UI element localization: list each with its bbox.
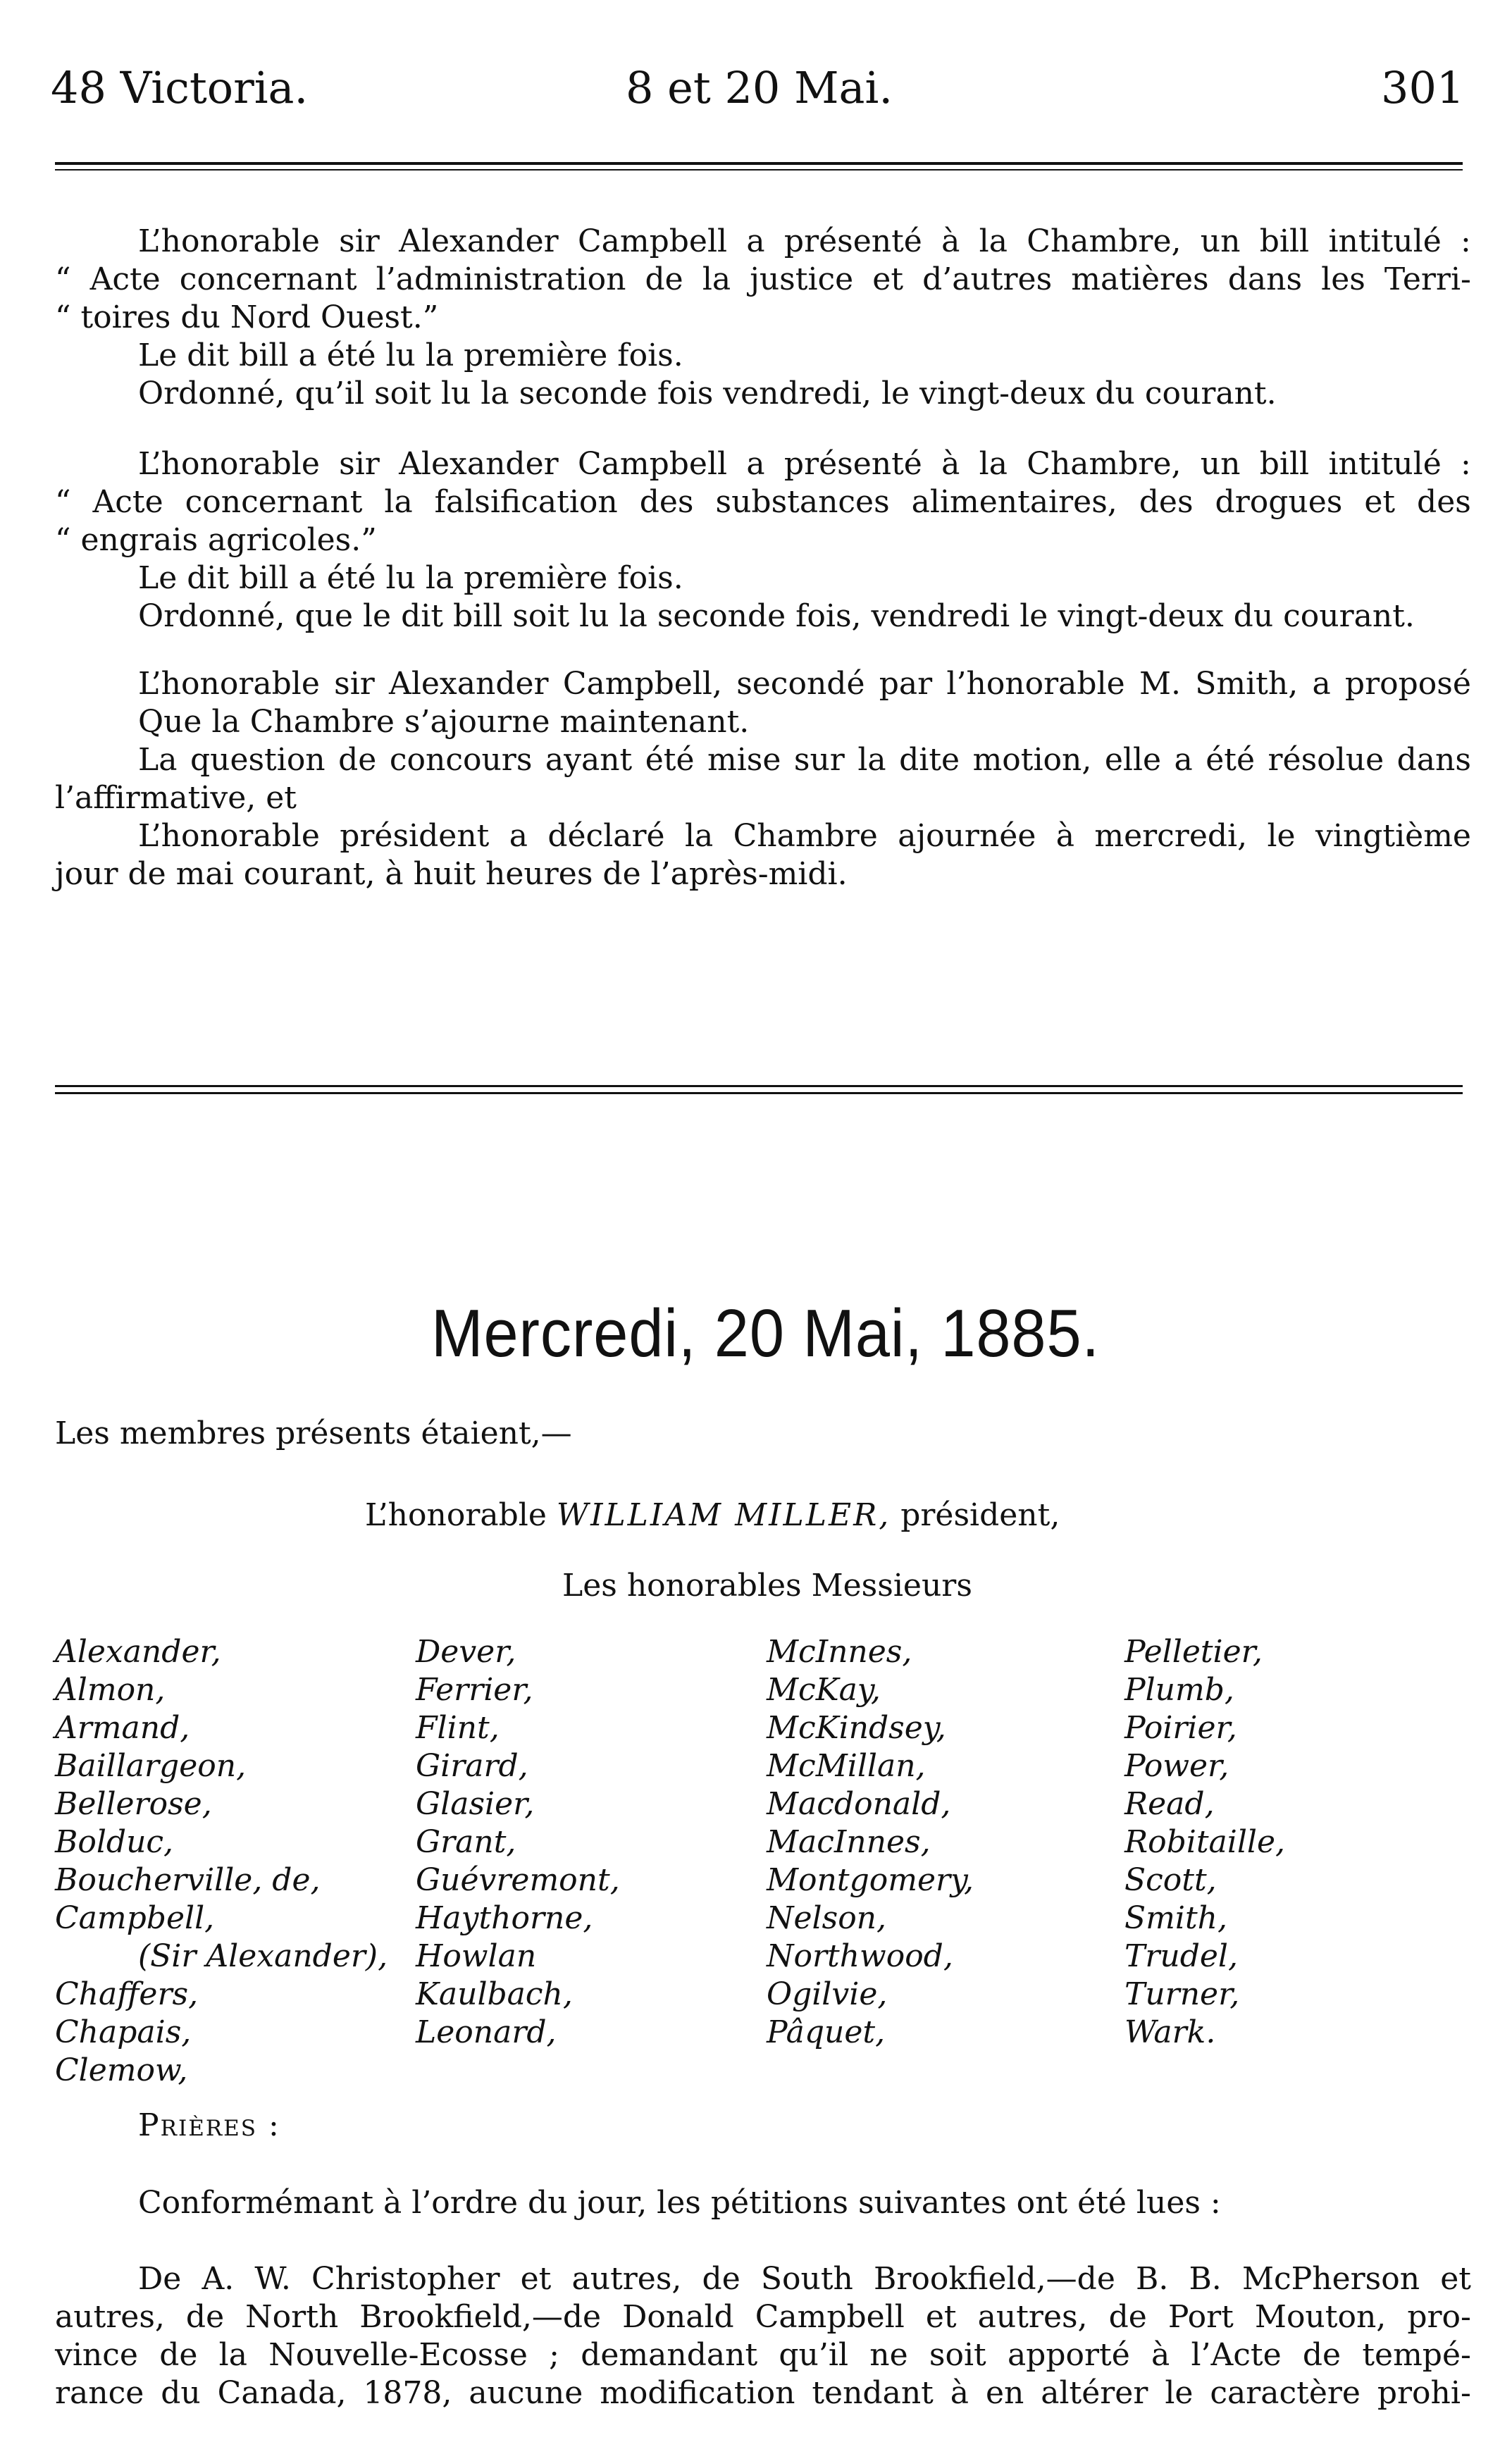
text-line: autres, de North Brookfield,—de Donald Campbell et autres, de Port Mouton, pro- — [55, 2299, 1471, 2335]
text-line: L’honorable sir Alexander Campbell a présenté à la Chambre, un bill intitulé : — [138, 446, 1471, 482]
text-line: l’affirmative, et — [55, 780, 297, 816]
members-column-4 — [1124, 1633, 1420, 2052]
member-name: Poirier, — [1124, 1710, 1237, 1746]
text-line: Ordonné, que le dit bill soit lu la seconde fois, vendredi le vingt-deux du courant. — [138, 598, 1415, 634]
member-name: Alexander, — [55, 1634, 221, 1670]
sitting-date-title: Mercredi, 20 Mai, 1885. — [431, 1296, 1100, 1371]
member-name: Scott, — [1124, 1862, 1217, 1898]
member-name: Baillargeon, — [55, 1748, 247, 1784]
member-name: Guévremont, — [416, 1862, 620, 1898]
honorables-heading: Les honorables Messieurs — [562, 1568, 972, 1604]
header-rule-thick — [55, 162, 1463, 165]
member-name: Bellerose, — [55, 1786, 212, 1822]
member-name: McMillan, — [767, 1748, 926, 1784]
member-name: McKindsey, — [767, 1710, 946, 1746]
text-line: L’honorable sir Alexander Campbell, secondé par l’honorable M. Smith, a proposé — [138, 666, 1471, 702]
member-name: Plumb, — [1124, 1672, 1234, 1708]
member-name: Ferrier, — [416, 1672, 533, 1708]
member-name: Haythorne, — [416, 1900, 593, 1936]
text-line: “ Acte concernant la falsification des substances alimentaires, des drogues et des — [55, 484, 1471, 520]
section-divider-bottom — [55, 1092, 1463, 1094]
section-divider-top — [55, 1085, 1463, 1087]
member-name: Girard, — [416, 1748, 528, 1784]
member-name: Flint, — [416, 1710, 500, 1746]
member-name: (Sir Alexander), — [138, 1938, 388, 1974]
text-line: rance du Canada, 1878, aucune modification tendant à en altérer le caractère prohi- — [55, 2375, 1471, 2411]
member-name: Glasier, — [416, 1786, 535, 1822]
member-name: Boucherville, de, — [55, 1862, 321, 1898]
member-name: Trudel, — [1124, 1938, 1238, 1974]
member-name: Pelletier, — [1124, 1634, 1263, 1670]
speaker-name: WILLIAM MILLER, — [556, 1497, 891, 1533]
text-line: “ engrais agricoles.” — [55, 522, 377, 558]
prayers-heading: Prières : — [138, 2107, 280, 2143]
member-name: MacInnes, — [767, 1824, 931, 1860]
member-name: Read, — [1124, 1786, 1215, 1822]
member-name: Almon, — [55, 1672, 166, 1708]
member-name: Northwood, — [767, 1938, 953, 1974]
member-name: Leonard, — [416, 2014, 557, 2050]
header-rule-thin — [55, 169, 1463, 171]
member-name: Wark. — [1124, 2014, 1216, 2050]
member-name: Armand, — [55, 1710, 190, 1746]
speaker-line — [365, 1496, 1060, 1535]
text-line: vince de la Nouvelle-Ecosse ; demandant qu’il ne soit apporté à l’Acte de tempé- — [55, 2337, 1471, 2373]
text-line: “ toires du Nord Ouest.” — [55, 299, 439, 335]
members-column-3 — [767, 1633, 1062, 2052]
speaker-title: président, — [900, 1497, 1060, 1533]
member-name: Chaffers, — [55, 1976, 199, 2012]
speaker-prefix: L’honorable — [365, 1497, 547, 1533]
member-name: Chapais, — [55, 2014, 192, 2050]
member-name: Montgomery, — [767, 1862, 974, 1898]
member-name: Dever, — [416, 1634, 516, 1670]
running-head-session: 48 Victoria. — [51, 62, 309, 113]
text-line: Le dit bill a été lu la première fois. — [138, 337, 683, 373]
text-line: La question de concours ayant été mise sur la dite motion, elle a été résolue dans — [138, 742, 1471, 778]
member-name: Campbell, — [55, 1900, 215, 1936]
member-name: Clemow, — [55, 2052, 188, 2088]
text-line: Que la Chambre s’ajourne maintenant. — [138, 704, 750, 740]
member-name: Grant, — [416, 1824, 516, 1860]
member-name: Pâquet, — [767, 2014, 886, 2050]
member-name: Smith, — [1124, 1900, 1227, 1936]
text-line: “ Acte concernant l’administration de la justice et d’autres matières dans les Terri- — [55, 261, 1471, 297]
member-name: Ogilvie, — [767, 1976, 888, 2012]
text-line: Le dit bill a été lu la première fois. — [138, 560, 683, 596]
member-name: Howlan — [416, 1938, 537, 1974]
member-name: McInnes, — [767, 1634, 912, 1670]
members-column-2 — [416, 1633, 712, 2052]
text-line: Ordonné, qu’il soit lu la seconde fois vendredi, le vingt-deux du courant. — [138, 376, 1277, 411]
member-name: McKay, — [767, 1672, 881, 1708]
members-present-intro: Les membres présents étaient,— — [55, 1415, 572, 1451]
members-column-1 — [55, 1633, 388, 2090]
member-name: Turner, — [1124, 1976, 1240, 2012]
member-name: Nelson, — [767, 1900, 887, 1936]
member-name: Bolduc, — [55, 1824, 174, 1860]
member-name: Robitaille, — [1124, 1824, 1286, 1860]
member-name: Kaulbach, — [416, 1976, 573, 2012]
text-line: L’honorable sir Alexander Campbell a présenté à la Chambre, un bill intitulé : — [138, 223, 1471, 259]
text-line: De A. W. Christopher et autres, de South Brookfield,—de B. B. McPherson et — [138, 2261, 1471, 2297]
page-number: 301 — [1381, 62, 1465, 113]
order-of-day-line: Conformémant à l’ordre du jour, les pétitions suivantes ont été lues : — [138, 2185, 1221, 2221]
running-head-dates: 8 et 20 Mai. — [626, 62, 893, 113]
member-name: Macdonald, — [767, 1786, 951, 1822]
text-line: jour de mai courant, à huit heures de l’après-midi. — [55, 856, 848, 892]
text-line: L’honorable président a déclaré la Chambre ajournée à mercredi, le vingtième — [138, 818, 1471, 854]
member-name: Power, — [1124, 1748, 1229, 1784]
